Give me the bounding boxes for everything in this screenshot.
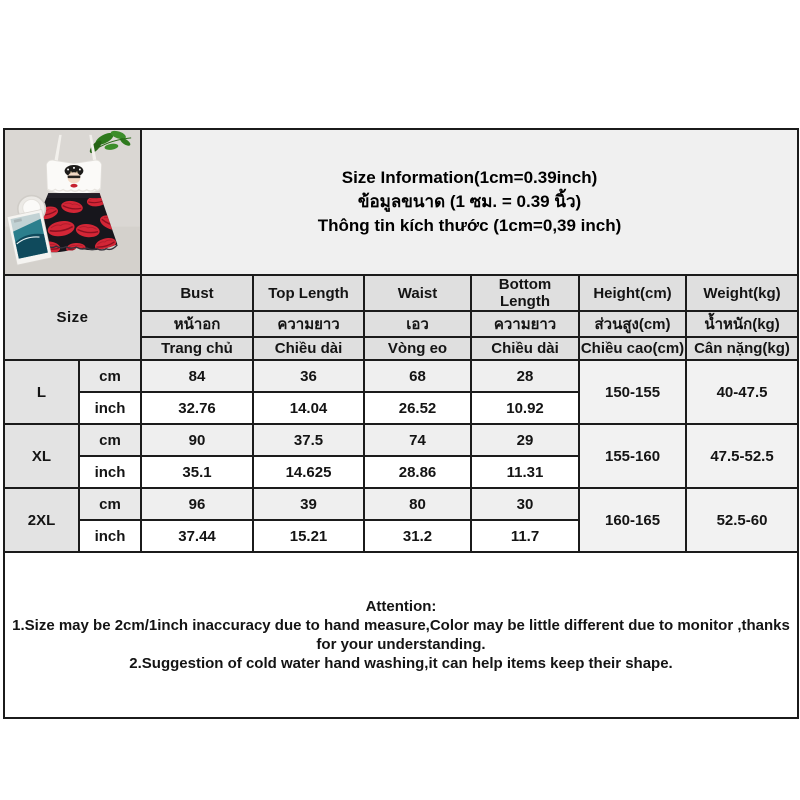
title-line-vietnamese: Thông tin kích thước (1cm=0,39 inch) [317, 216, 622, 235]
product-photo-illustration [5, 130, 140, 274]
attention-heading: Attention: [365, 598, 437, 615]
cell-2XL-top-length-inch: 15.21 [253, 520, 364, 552]
size-chart-sheet [3, 128, 797, 705]
unit-label-cm: cm [79, 424, 141, 456]
product-photo [4, 129, 141, 275]
cell-2XL-top-length-cm: 39 [253, 488, 364, 520]
cell-L-top-length-cm: 36 [253, 360, 364, 392]
cell-XL-bottom-length-cm: 29 [471, 424, 579, 456]
title-line-thai: ข้อมูลขนาด (1 ซม. = 0.39 นิ้ว) [357, 192, 582, 211]
header-bottom-length-th: ความยาว [471, 311, 579, 337]
unit-label-inch: inch [79, 456, 141, 488]
cell-L-bottom-length-inch: 10.92 [471, 392, 579, 424]
header-waist-en: Waist [364, 275, 471, 311]
row-label-L: L [4, 360, 79, 424]
header-bust-th: หน้าอก [141, 311, 253, 337]
cell-2XL-bust-inch: 37.44 [141, 520, 253, 552]
cell-XL-height: 155-160 [579, 424, 686, 488]
header-top-length-en: Top Length [253, 275, 364, 311]
cell-L-bottom-length-cm: 28 [471, 360, 579, 392]
header-bottom-length-vi: Chiều dài [471, 337, 579, 360]
row-label-XL: XL [4, 424, 79, 488]
attention-note-1: 1.Size may be 2cm/1inch inaccuracy due to hand measure,Color may be little different due to monitor ,thanks for your understanding. [12, 617, 790, 653]
header-waist-vi: Vòng eo [364, 337, 471, 360]
cell-2XL-weight: 52.5-60 [686, 488, 798, 552]
row-label-2XL: 2XL [4, 488, 79, 552]
cell-L-weight: 40-47.5 [686, 360, 798, 424]
attention-block [4, 552, 798, 718]
header-top-length-vi: Chiều dài [253, 337, 364, 360]
header-bottom-length-en: Bottom Length [471, 275, 579, 311]
header-weight-en: Weight(kg) [686, 275, 798, 311]
unit-label-inch: inch [79, 392, 141, 424]
cell-L-top-length-inch: 14.04 [253, 392, 364, 424]
cell-2XL-bottom-length-cm: 30 [471, 488, 579, 520]
cell-2XL-bottom-length-inch: 11.7 [471, 520, 579, 552]
header-height-en: Height(cm) [579, 275, 686, 311]
header-height-vi: Chiều cao(cm) [579, 337, 686, 360]
cell-XL-top-length-inch: 14.625 [253, 456, 364, 488]
title-block [141, 129, 798, 275]
cell-L-waist-inch: 26.52 [364, 392, 471, 424]
header-waist-th: เอว [364, 311, 471, 337]
unit-label-inch: inch [79, 520, 141, 552]
cell-L-bust-cm: 84 [141, 360, 253, 392]
cell-L-waist-cm: 68 [364, 360, 471, 392]
header-top-length-th: ความยาว [253, 311, 364, 337]
cell-L-height: 150-155 [579, 360, 686, 424]
size-table [3, 128, 799, 719]
cell-XL-top-length-cm: 37.5 [253, 424, 364, 456]
cell-XL-bust-cm: 90 [141, 424, 253, 456]
header-weight-vi: Cân nặng(kg) [686, 337, 798, 360]
cell-XL-weight: 47.5-52.5 [686, 424, 798, 488]
header-height-th: ส่วนสูง(cm) [579, 311, 686, 337]
cell-2XL-waist-cm: 80 [364, 488, 471, 520]
cell-XL-bottom-length-inch: 11.31 [471, 456, 579, 488]
cell-XL-bust-inch: 35.1 [141, 456, 253, 488]
attention-note-2: 2.Suggestion of cold water hand washing,it can help items keep their shape. [129, 655, 673, 672]
title-line-english: Size Information(1cm=0.39inch) [341, 168, 598, 187]
header-bust-en: Bust [141, 275, 253, 311]
size-corner-cell: Size [4, 275, 141, 360]
cell-2XL-waist-inch: 31.2 [364, 520, 471, 552]
cell-L-bust-inch: 32.76 [141, 392, 253, 424]
header-weight-th: น้ำหนัก(kg) [686, 311, 798, 337]
cell-XL-waist-cm: 74 [364, 424, 471, 456]
cell-XL-waist-inch: 28.86 [364, 456, 471, 488]
cell-2XL-height: 160-165 [579, 488, 686, 552]
header-bust-vi: Trang chủ [141, 337, 253, 360]
unit-label-cm: cm [79, 488, 141, 520]
unit-label-cm: cm [79, 360, 141, 392]
cell-2XL-bust-cm: 96 [141, 488, 253, 520]
